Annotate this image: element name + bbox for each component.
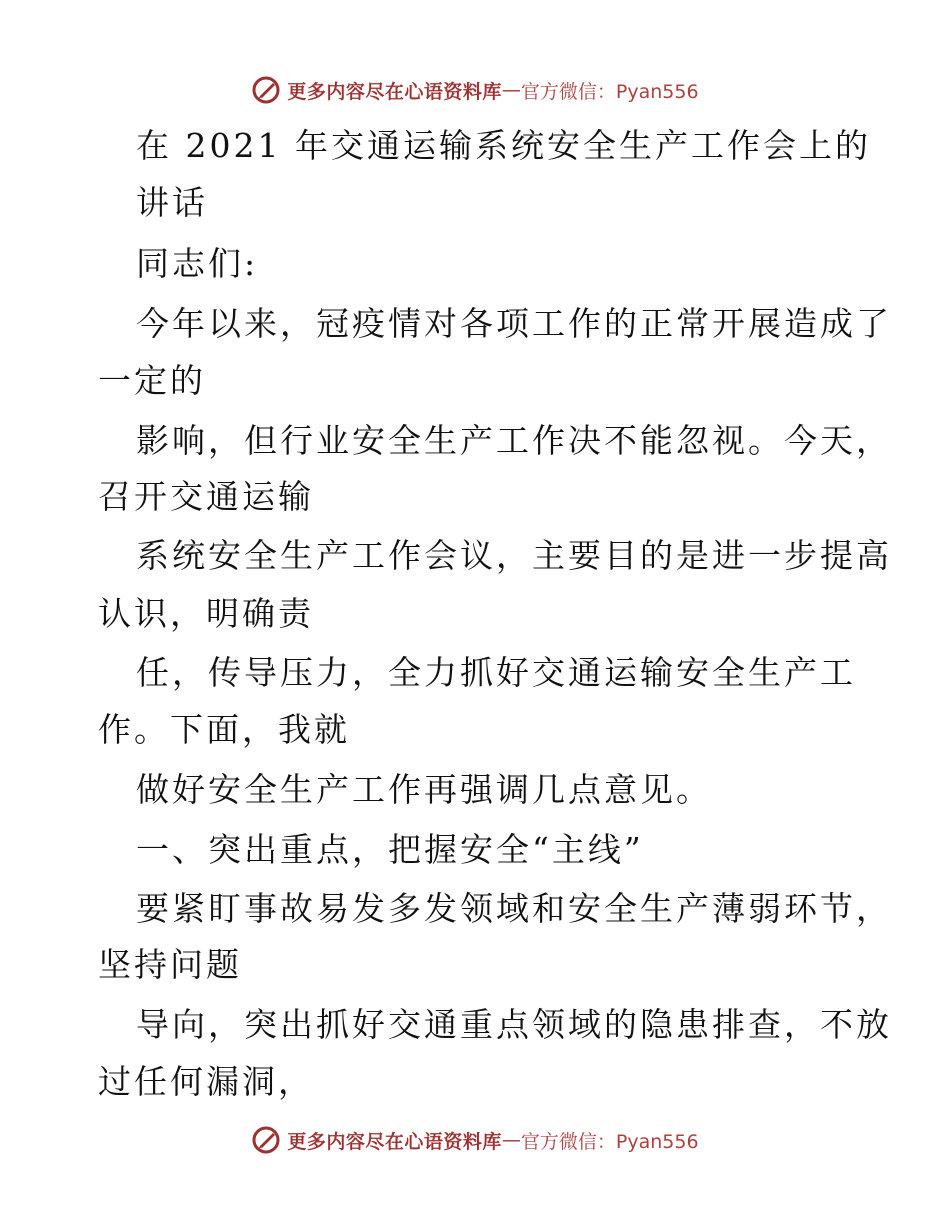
doc-line: 导向，突出抓好交通重点领域的隐患排查，不放 [136, 1005, 892, 1044]
doc-line: 作。下面，我就 [98, 710, 350, 749]
header-watermark [0, 70, 950, 110]
quill-pen-logo-icon [251, 75, 281, 105]
doc-line: 任，传导压力，全力抓好交通运输安全生产工 [136, 653, 856, 692]
doc-title-line-2: 讲话 [136, 183, 208, 222]
doc-line: 坚持问题 [98, 945, 242, 984]
doc-line: 召开交通运输 [98, 477, 314, 516]
doc-line: 系统安全生产工作会议，主要目的是进一步提高 [136, 536, 892, 575]
doc-title-line-1: 在 2021 年交通运输系统安全生产工作会上的 [136, 126, 871, 165]
doc-line: 做好安全生产工作再强调几点意见。 [136, 770, 712, 809]
doc-line: 要紧盯事故易发多发领域和安全生产薄弱环节， [136, 889, 892, 928]
doc-line: 过任何漏洞， [98, 1062, 314, 1101]
watermark-separator: — [501, 79, 521, 101]
watermark-main-text: 更多内容尽在心语资料库 [287, 1130, 502, 1153]
doc-line: 影响，但行业安全生产工作决不能忽视。今天， [136, 421, 892, 460]
footer-watermark [0, 1120, 950, 1160]
watermark-separator: — [501, 1129, 521, 1151]
doc-line: 今年以来，冠疫情对各项工作的正常开展造成了 [136, 304, 892, 343]
watermark-wechat-text: 官方微信：Pyan556 [520, 80, 699, 103]
doc-salutation: 同志们: [136, 244, 259, 283]
doc-line: 认识，明确责 [98, 594, 314, 633]
doc-section-heading: 一、突出重点，把握安全“主线” [136, 830, 644, 869]
quill-pen-logo-icon [251, 1125, 281, 1155]
doc-line: 一定的 [98, 361, 206, 400]
watermark-main-text: 更多内容尽在心语资料库 [287, 80, 502, 103]
watermark-wechat-text: 官方微信：Pyan556 [520, 1130, 699, 1153]
